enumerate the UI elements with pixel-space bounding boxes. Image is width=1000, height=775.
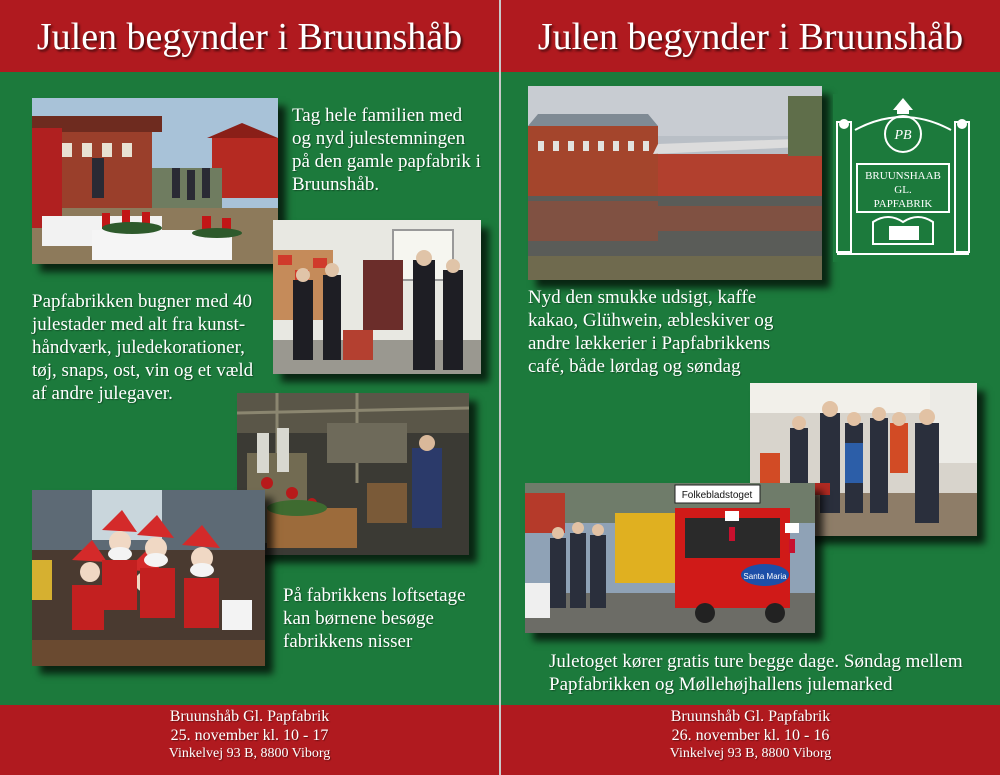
text-line: Bruunshåb. bbox=[292, 174, 380, 195]
page-title: Julen begynder i Bruunshåb bbox=[537, 16, 964, 58]
photo-factory-lake bbox=[528, 86, 822, 280]
right-page bbox=[501, 0, 1000, 775]
text-line: Papfabrikken og Møllehøjhallens julemarked bbox=[549, 674, 893, 695]
text-line: kan børnene besøge bbox=[283, 608, 434, 629]
logo-line3: PAPFABRIK bbox=[873, 198, 933, 210]
train-sign: Folkebladstoget bbox=[681, 490, 753, 501]
elves-text bbox=[283, 584, 466, 653]
text-line: af andre julegaver. bbox=[32, 383, 173, 404]
text-line: Nyd den smukke udsigt, kaffe bbox=[528, 287, 757, 308]
footer-info bbox=[501, 707, 1000, 763]
text-line: kakao, Glühwein, æbleskiver og bbox=[528, 310, 774, 331]
footer-info bbox=[0, 707, 499, 763]
text-line: fabrikkens nisser bbox=[283, 631, 413, 652]
text-line: håndværk, juledekorationer, bbox=[32, 337, 245, 358]
footer-venue: Bruunshåb Gl. Papfabrik bbox=[670, 708, 831, 725]
footer-address: Vinkelvej 93 B, 8800 Viborg bbox=[168, 746, 331, 761]
logo-line1: BRUUNSHAAB bbox=[865, 170, 941, 182]
photo-christmas-elves bbox=[32, 490, 265, 666]
photo-factory-hall bbox=[237, 393, 469, 555]
text-line: På fabrikkens loftsetage bbox=[283, 585, 466, 606]
footer-venue: Bruunshåb Gl. Papfabrik bbox=[169, 708, 330, 725]
text-line: tøj, snaps, ost, vin og et væld bbox=[32, 360, 254, 381]
footer-address: Vinkelvej 93 B, 8800 Viborg bbox=[669, 746, 832, 761]
train-text bbox=[549, 650, 963, 696]
intro-text bbox=[292, 104, 481, 196]
left-page bbox=[0, 0, 499, 775]
logo-line2: GL. bbox=[894, 184, 912, 196]
text-line: Papfabrikken bugner med 40 bbox=[32, 291, 253, 312]
page-title: Julen begynder i Bruunshåb bbox=[36, 16, 463, 58]
text-line: på den gamle papfabrik i bbox=[292, 151, 481, 172]
text-line: og nyd julestemningen bbox=[292, 128, 466, 149]
photo-christmas-train bbox=[525, 483, 815, 633]
footer-date: 26. november kl. 10 - 16 bbox=[671, 727, 830, 744]
text-line: café, både lørdag og søndag bbox=[528, 356, 741, 377]
text-line: julestader med alt fra kunst- bbox=[32, 314, 246, 335]
text-line: andre lækkerier i Papfabrikkens bbox=[528, 333, 771, 354]
text-line: Juletoget kører gratis ture begge dage. Søndag mellem bbox=[549, 651, 963, 672]
logo-monogram: PB bbox=[894, 128, 912, 143]
papfabrik-logo bbox=[833, 94, 973, 262]
photo-market-stalls bbox=[32, 98, 278, 264]
text-line: Tag hele familien med bbox=[292, 105, 463, 126]
photo-shop-interior bbox=[273, 220, 481, 374]
footer-date: 25. november kl. 10 - 17 bbox=[170, 727, 329, 744]
cafe-text bbox=[528, 286, 773, 378]
train-name: Santa Maria bbox=[743, 572, 787, 581]
stalls-text bbox=[32, 290, 253, 405]
